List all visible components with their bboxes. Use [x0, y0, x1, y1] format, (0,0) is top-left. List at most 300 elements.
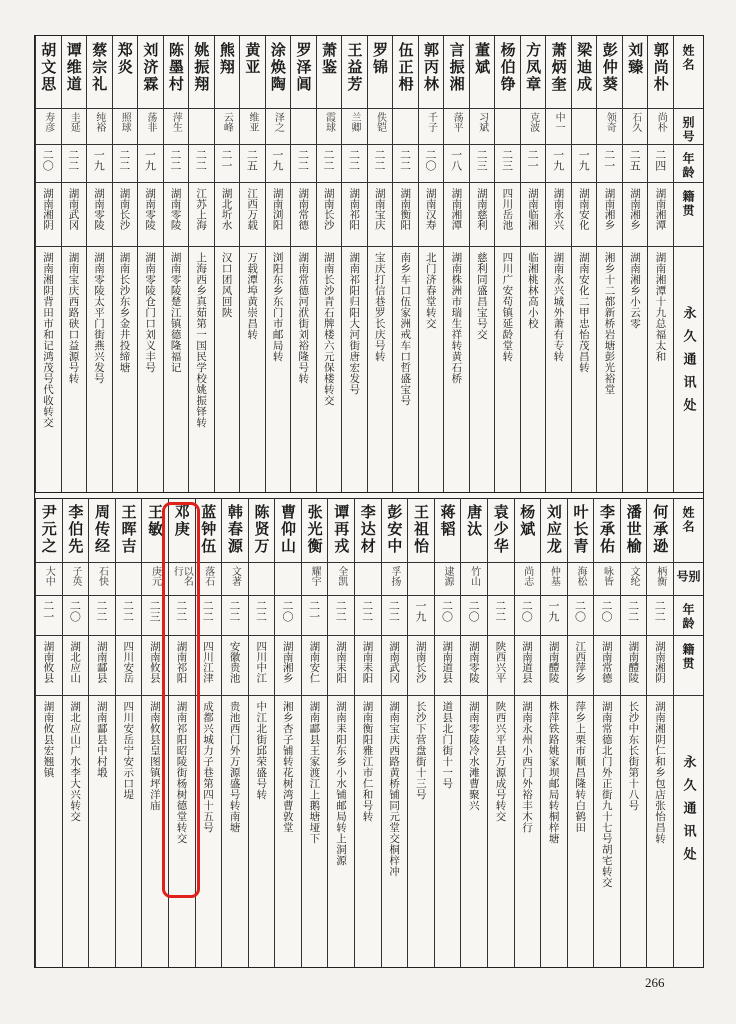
person-home: 湖南安化 — [577, 188, 590, 230]
person-alias: 纯裕 — [93, 112, 105, 132]
person-home: 湖南湘阴 — [653, 641, 666, 683]
person-age: 二二 — [296, 149, 310, 171]
column-divider — [460, 498, 461, 967]
person-addr: 湘乡十二都新桥岩塘彭光裕堂 — [603, 252, 616, 395]
column-divider — [494, 36, 495, 492]
person-column — [341, 36, 367, 492]
person-age: 二〇 — [520, 600, 534, 622]
person-name: 曹仰山 — [279, 504, 298, 555]
header-home: 籍贯 — [681, 190, 695, 218]
register-table — [34, 35, 704, 968]
person-home: 湖北应山 — [69, 641, 82, 683]
person-alias: 中一 — [553, 112, 565, 132]
person-alias: 柄衡 — [654, 566, 666, 586]
person-name: 谭维道 — [64, 42, 83, 93]
person-column — [647, 36, 673, 492]
person-home: 湖南长沙 — [322, 188, 335, 230]
person-alias: 习斌 — [476, 112, 488, 132]
person-column — [418, 36, 444, 492]
person-column — [520, 36, 546, 492]
person-alias: 落石 — [202, 566, 214, 586]
person-age: 一九 — [551, 149, 565, 171]
column-divider — [35, 498, 36, 967]
person-home: 湖南宝庆 — [373, 188, 386, 230]
person-home: 湖南常德 — [297, 188, 310, 230]
person-age: 二二 — [360, 600, 374, 622]
person-addr: 湖南湘阴仁和乡包店张怡昌转 — [653, 701, 666, 844]
person-age: 二〇 — [440, 600, 454, 622]
person-column — [188, 36, 214, 492]
person-home: 湖南湘乡 — [628, 188, 641, 230]
person-name: 王敏 — [146, 504, 165, 538]
person-alias: 文著 — [229, 566, 241, 586]
person-alias: 逮源 — [442, 566, 454, 586]
column-divider — [520, 36, 521, 492]
column-divider — [115, 498, 116, 967]
person-home: 湖南慈利 — [475, 188, 488, 230]
person-home: 湖南攸县 — [148, 641, 161, 683]
person-name: 言振湘 — [447, 42, 466, 93]
person-alias: 咏皆 — [601, 566, 613, 586]
person-addr: 湖南安化二甲忠怡茂昌转 — [577, 252, 590, 373]
person-addr: 湖南攸县皇图镇坪洋庙 — [148, 701, 161, 811]
header-alias: 别号 — [675, 570, 701, 584]
person-name: 王晖吉 — [119, 504, 138, 555]
person-alias: 荡非 — [144, 112, 156, 132]
person-addr: 南乡车口伍家洲戒车口哲盛宝号 — [399, 252, 412, 406]
person-home: 湖南道县 — [521, 641, 534, 683]
person-alias: 克波 — [527, 112, 539, 132]
person-home: 湖南永兴 — [552, 188, 565, 230]
person-column — [265, 36, 291, 492]
person-column — [381, 498, 408, 967]
person-name: 潘世榆 — [624, 504, 643, 555]
person-alias: 石久 — [629, 112, 641, 132]
person-home: 陕西兴平 — [494, 641, 507, 683]
column-divider — [434, 498, 435, 967]
person-column — [545, 36, 571, 492]
column-divider — [381, 498, 382, 967]
person-age: 二一 — [307, 600, 321, 622]
person-name: 李达材 — [358, 504, 377, 555]
person-alias: 千子 — [425, 112, 437, 132]
person-column — [571, 36, 597, 492]
person-column — [434, 498, 461, 967]
person-addr: 湖南零陵冷水滩曹聚兴 — [467, 701, 480, 811]
person-name: 彭安中 — [385, 504, 404, 555]
person-age: 一九 — [270, 149, 284, 171]
person-home: 四川江津 — [202, 641, 215, 683]
person-age: 二二 — [653, 600, 667, 622]
person-alias: 圭延 — [68, 112, 80, 132]
person-alias: 云峰 — [221, 112, 233, 132]
person-column — [460, 498, 487, 967]
person-home: 江西万载 — [246, 188, 259, 230]
header-column — [673, 36, 703, 492]
person-alias: 维亚 — [246, 112, 258, 132]
person-name: 唐汰 — [465, 504, 484, 538]
person-home: 湖南零陵 — [467, 641, 480, 683]
person-column — [35, 36, 61, 492]
person-age: 二二 — [347, 149, 361, 171]
person-age: 一九 — [143, 149, 157, 171]
person-age: 二二 — [398, 149, 412, 171]
person-home: 湖南常德 — [600, 641, 613, 683]
person-alias: 尚志 — [521, 566, 533, 586]
header-addr: 永久通讯处 — [680, 306, 696, 421]
person-addr: 湖南株洲市瑞生祥转黄石桥 — [450, 252, 463, 384]
person-addr: 长沙中东长街第十八号 — [627, 701, 640, 811]
person-age: 二二 — [334, 600, 348, 622]
person-column — [214, 36, 240, 492]
person-name: 杨伯铮 — [498, 42, 517, 93]
person-alias: 泽之 — [272, 112, 284, 132]
column-divider — [673, 36, 674, 492]
person-addr: 道县北门街十一号 — [441, 701, 454, 789]
person-name: 刘济霖 — [141, 42, 160, 93]
page-number: 266 — [645, 975, 665, 990]
person-column — [115, 498, 142, 967]
header-age: 年龄 — [681, 603, 695, 631]
person-name: 罗泽阊 — [294, 42, 313, 93]
column-divider — [567, 498, 568, 967]
person-name: 伍正枏 — [396, 42, 415, 93]
header-home: 籍贯 — [681, 643, 695, 671]
person-addr: 宝庆打信巷罗长庆号转 — [373, 252, 386, 362]
person-column — [248, 498, 275, 967]
person-age: 二二 — [626, 600, 640, 622]
person-addr: 湖南衡阳雅江市仁和号转 — [361, 701, 374, 822]
column-divider — [88, 498, 89, 967]
person-age: 二二 — [254, 600, 268, 622]
lower-grid — [35, 498, 703, 967]
person-addr: 万载潭埠黄崇昌转 — [246, 252, 259, 340]
person-age: 一八 — [449, 149, 463, 171]
person-age: 二〇 — [424, 149, 438, 171]
person-addr: 上海西乡真茹第一国民学校姚振铎转 — [195, 252, 208, 428]
person-column — [367, 36, 393, 492]
column-divider — [141, 498, 142, 967]
column-divider — [265, 36, 266, 492]
column-divider — [545, 36, 546, 492]
person-name: 姚振翔 — [192, 42, 211, 93]
person-addr: 湖南祁阳归阳大河街唐宏发号 — [348, 252, 361, 395]
column-divider — [35, 36, 36, 492]
person-column — [593, 498, 620, 967]
person-home: 四川安岳 — [122, 641, 135, 683]
person-alias: 海松 — [574, 566, 586, 586]
column-divider — [593, 498, 594, 967]
column-divider — [86, 36, 87, 492]
person-home: 湖南临湘 — [526, 188, 539, 230]
person-age: 二二 — [194, 149, 208, 171]
person-column — [596, 36, 622, 492]
person-name: 周传经 — [92, 504, 111, 555]
person-addr: 北门济春堂转交 — [424, 252, 437, 329]
person-age: 二一 — [219, 149, 233, 171]
person-addr: 湖南零陵仓门口刘义丰号 — [144, 252, 157, 373]
column-divider — [443, 36, 444, 492]
person-column — [407, 498, 434, 967]
person-alias: 文纶 — [628, 566, 640, 586]
column-divider — [407, 498, 408, 967]
person-home: 湖南武冈 — [67, 188, 80, 230]
person-column — [646, 498, 673, 967]
column-divider — [647, 36, 648, 492]
person-home: 湖南攸县 — [42, 641, 55, 683]
person-name: 蒋韬 — [438, 504, 457, 538]
person-addr: 湖南永兴城外萧有专转 — [552, 252, 565, 362]
column-divider — [673, 498, 674, 967]
person-addr: 湖南长沙青石牌楼六元保楼转交 — [322, 252, 335, 406]
person-column — [301, 498, 328, 967]
column-divider — [487, 498, 488, 967]
person-addr: 湖南湘乡小云零 — [628, 252, 641, 329]
person-home: 湖南零陵 — [93, 188, 106, 230]
person-alias: 庚元 — [149, 566, 161, 586]
person-name: 胡文思 — [39, 42, 58, 93]
person-addr: 湘乡杏子铺转花树湾曹敦堂 — [281, 701, 294, 833]
person-name: 张光衡 — [305, 504, 324, 555]
person-home: 湖南祁阳 — [175, 641, 188, 683]
divider — [35, 492, 703, 493]
person-age: 二二 — [121, 600, 135, 622]
person-name: 梁迪成 — [575, 42, 594, 93]
person-name: 蔡宗礼 — [90, 42, 109, 93]
column-divider — [418, 36, 419, 492]
person-home: 江苏上海 — [195, 188, 208, 230]
person-home: 四川岳池 — [501, 188, 514, 230]
person-column — [112, 36, 138, 492]
person-column — [274, 498, 301, 967]
person-home: 湖南湘乡 — [603, 188, 616, 230]
person-age: 二五 — [628, 149, 642, 171]
person-column — [88, 498, 115, 967]
person-alias: 以名行 — [171, 566, 193, 586]
column-divider — [274, 498, 275, 967]
person-addr: 萍乡上栗市顺昌隆转白鹤田 — [574, 701, 587, 833]
column-divider — [341, 36, 342, 492]
person-column — [86, 36, 112, 492]
column-divider — [112, 36, 113, 492]
column-divider — [596, 36, 597, 492]
person-addr: 陕西兴平县万源成号转交 — [494, 701, 507, 822]
column-divider — [188, 36, 189, 492]
person-name: 李承佑 — [598, 504, 617, 555]
person-name: 谭再戎 — [332, 504, 351, 555]
person-name: 李伯先 — [66, 504, 85, 555]
person-name: 黄亚 — [243, 42, 262, 76]
column-divider — [137, 36, 138, 492]
person-alias: 兰卿 — [348, 112, 360, 132]
person-alias: 佚铠 — [374, 112, 386, 132]
person-addr: 临湘桃林高小校 — [526, 252, 539, 329]
person-addr: 湖南常德北门外正街九十七号胡宅转交 — [600, 701, 613, 888]
header-addr: 永久通讯处 — [680, 755, 696, 870]
person-age: 二四 — [653, 149, 667, 171]
column-divider — [163, 36, 164, 492]
person-name: 陈墨村 — [166, 42, 185, 93]
person-age: 二〇 — [600, 600, 614, 622]
person-addr: 四川安岳宁安示口堤 — [122, 701, 135, 800]
person-age: 二二 — [168, 149, 182, 171]
person-column — [469, 36, 495, 492]
person-addr: 湖南攸县宏翘镇 — [42, 701, 55, 778]
person-addr: 湖南耒阳东乡小水铺邮局转上洞源 — [334, 701, 347, 866]
person-column — [61, 36, 87, 492]
person-addr: 湖南零陵太平门街燕兴发号 — [93, 252, 106, 384]
person-name: 韩春源 — [225, 504, 244, 555]
person-home: 湖南耒阳 — [334, 641, 347, 683]
person-addr: 湖南酃县王家渡江上鹅塘垭下 — [308, 701, 321, 844]
person-age: 二二 — [94, 600, 108, 622]
person-name: 萧炳奎 — [549, 42, 568, 93]
lower-register — [35, 498, 703, 967]
person-addr: 湖南长沙东乡金井投缔塘 — [118, 252, 131, 373]
person-home: 湖南道县 — [441, 641, 454, 683]
person-addr: 长沙下营盘街十三号 — [414, 701, 427, 800]
header-alias: 别号 — [681, 116, 695, 144]
person-name: 刘应龙 — [544, 504, 563, 555]
column-divider — [646, 498, 647, 967]
person-column — [487, 498, 514, 967]
person-home: 湖南祁阳 — [348, 188, 361, 230]
person-column — [443, 36, 469, 492]
person-name: 王祖怡 — [411, 504, 430, 555]
person-name: 陈贤万 — [252, 504, 271, 555]
person-column — [494, 36, 520, 492]
person-name: 方凤章 — [524, 42, 543, 93]
person-age: 二二 — [201, 600, 215, 622]
person-addr: 湖南常德河洑街刘裕隆号转 — [297, 252, 310, 384]
person-addr: 湖南宝庆西路硖口益源号转 — [67, 252, 80, 384]
header-name: 姓名 — [681, 44, 695, 72]
person-home: 湖南醴陵 — [627, 641, 640, 683]
person-addr: 贵池西门外万源盛号转南塘 — [228, 701, 241, 833]
person-age: 二〇 — [281, 600, 295, 622]
column-divider — [61, 36, 62, 492]
person-addr: 湖南宝庆西路黄桥铺同元堂交桐梓冲 — [388, 701, 401, 877]
person-home: 安徽贵池 — [228, 641, 241, 683]
person-home: 湖南零陵 — [169, 188, 182, 230]
column-divider — [620, 498, 621, 967]
person-alias: 竹山 — [468, 566, 480, 586]
person-name: 何承逊 — [651, 504, 670, 555]
person-home: 湖南零陵 — [144, 188, 157, 230]
upper-register — [35, 36, 703, 492]
person-age: 一九 — [92, 149, 106, 171]
person-age: 一九 — [546, 600, 560, 622]
column-divider — [514, 498, 515, 967]
person-home: 湖南汉寿 — [424, 188, 437, 230]
column-divider — [392, 36, 393, 492]
person-alias: 萍生 — [170, 112, 182, 132]
person-home: 湖南酃县 — [95, 641, 108, 683]
person-column — [620, 498, 647, 967]
person-alias: 寿彦 — [42, 112, 54, 132]
column-divider — [469, 36, 470, 492]
person-home: 湖北圻水 — [220, 188, 233, 230]
person-age: 二二 — [174, 600, 188, 622]
person-alias: 孚扬 — [388, 566, 400, 586]
person-column — [567, 498, 594, 967]
person-name: 袁少华 — [491, 504, 510, 555]
person-column — [62, 498, 89, 967]
person-alias: 全凯 — [335, 566, 347, 586]
person-addr: 中江北街邱荣盛号转 — [255, 701, 268, 800]
person-addr: 汉口团风回陕 — [220, 252, 233, 318]
person-addr: 成都兴城力子巷第四十五号 — [202, 701, 215, 833]
person-age: 二二 — [387, 600, 401, 622]
person-age: 二一 — [602, 149, 616, 171]
person-home: 湖南武冈 — [388, 641, 401, 683]
column-divider — [239, 36, 240, 492]
person-age: 二五 — [245, 149, 259, 171]
person-name: 涂焕陶 — [268, 42, 287, 93]
person-age: 二二 — [117, 149, 131, 171]
column-divider — [354, 498, 355, 967]
person-column — [354, 498, 381, 967]
header-column — [673, 498, 703, 967]
column-divider — [571, 36, 572, 492]
person-alias: 石快 — [96, 566, 108, 586]
person-age: 二三 — [148, 600, 162, 622]
person-column — [392, 36, 418, 492]
person-name: 罗锦 — [371, 42, 389, 76]
person-addr: 慈利同盛昌宝号交 — [475, 252, 488, 340]
column-divider — [221, 498, 222, 967]
person-age: 二〇 — [467, 600, 481, 622]
person-column — [137, 36, 163, 492]
person-age: 一九 — [577, 149, 591, 171]
person-column — [622, 36, 648, 492]
person-name: 萧鉴 — [319, 42, 338, 76]
column-divider — [62, 498, 63, 967]
column-divider — [367, 36, 368, 492]
person-age: 二二 — [493, 600, 507, 622]
column-divider — [327, 498, 328, 967]
person-addr: 株萍铁路姚家坝邮局转桐梓塘 — [547, 701, 560, 844]
person-age: 二〇 — [573, 600, 587, 622]
header-name: 姓名 — [681, 506, 695, 534]
person-alias: 大中 — [43, 566, 55, 586]
person-home: 湖南耒阳 — [361, 641, 374, 683]
person-column — [316, 36, 342, 492]
upper-grid — [35, 36, 703, 492]
person-alias: 照球 — [119, 112, 131, 132]
person-home: 湖南安仁 — [308, 641, 321, 683]
header-age: 年龄 — [681, 152, 695, 180]
person-name: 尹元之 — [39, 504, 58, 555]
person-name: 叶长青 — [571, 504, 590, 555]
person-addr: 湖南酃县中村塅 — [95, 701, 108, 778]
person-alias: 领奇 — [604, 112, 616, 132]
person-home: 湖南长沙 — [414, 641, 427, 683]
person-age: 二二 — [373, 149, 386, 171]
person-addr: 湖南湘阴背田市和记鸿茂号代收转交 — [42, 252, 54, 428]
person-age: 二二 — [227, 600, 241, 622]
person-age: 二二 — [321, 149, 335, 171]
column-divider — [248, 498, 249, 967]
column-divider — [290, 36, 291, 492]
red-highlight-marker — [162, 502, 200, 898]
person-home: 湖南浏阳 — [271, 188, 284, 230]
person-addr: 湖南祁阳昭陵街杨树德堂转交 — [175, 701, 188, 844]
person-age: 一九 — [413, 600, 427, 622]
person-home: 湖南湘潭 — [654, 188, 667, 230]
person-addr: 湖北应山广水李大兴转交 — [69, 701, 82, 822]
person-column — [290, 36, 316, 492]
